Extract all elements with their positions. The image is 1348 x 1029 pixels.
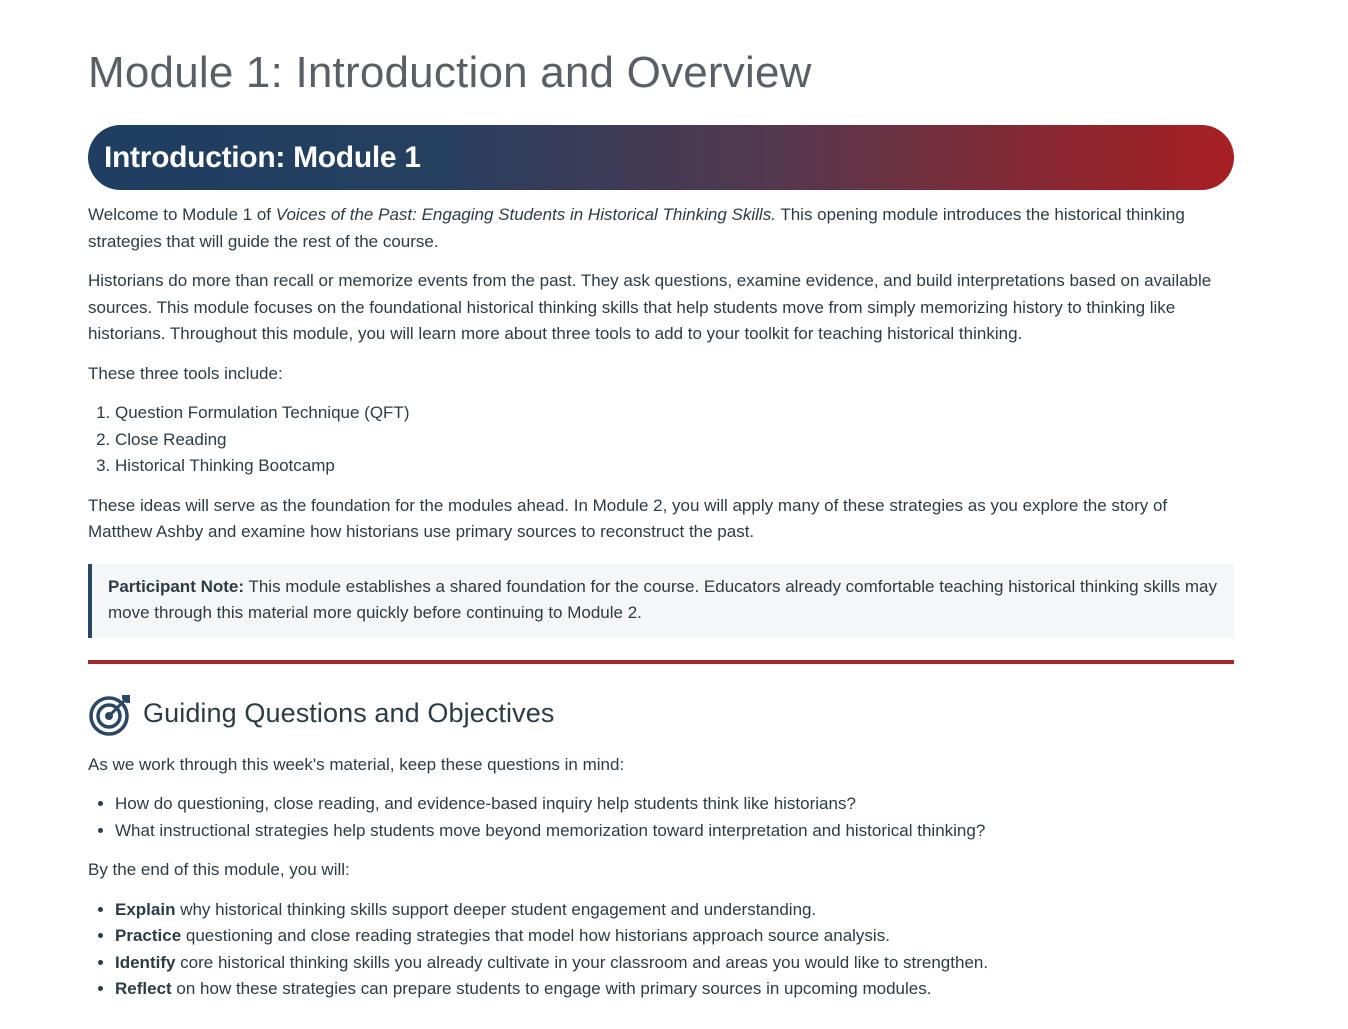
list-item: 1. Question Formulation Technique (QFT) xyxy=(115,400,1234,427)
course-title: Voices of the Past: Engaging Students in Historical Thinking Skills. xyxy=(275,205,776,224)
list-item xyxy=(115,923,1234,950)
objectives-list xyxy=(88,897,1234,1003)
guiding-questions-list xyxy=(88,791,1234,844)
participant-note xyxy=(88,564,1234,638)
objective-verb: Explain xyxy=(115,899,176,919)
list-item: 3. Historical Thinking Bootcamp xyxy=(115,453,1234,480)
objective-text: core historical thinking skills you already cultivate in your classroom and areas you would like to strengthen. xyxy=(175,952,989,972)
objective-verb: Practice xyxy=(115,926,182,945)
objective-verb: Reflect xyxy=(115,979,172,998)
list-item: • How do questioning, close reading, and evidence-based inquiry help students think like historians? xyxy=(115,791,1234,818)
intro-paragraph-2: Historians do more than recall or memorize events from the past. They ask questions, examine evidence, and build interpretations based on available sources. This module focuses on the foundational historical thinking skills that help students move from simply memorizing history to thinking like historians. Throughout this module, you will learn more about three tools to add to your toolkit for teaching historical thinking. xyxy=(88,271,1212,343)
intro-paragraph-3: These ideas will serve as the foundation for the modules ahead. In Module 2, you will apply many of these strategies as you explore the story of Matthew Ashby and examine how historians use primary sources to reconstruct the past. xyxy=(88,495,1168,541)
objective-text: questioning and close reading strategies that model how historians approach source analysis. xyxy=(181,926,890,945)
tools-list xyxy=(88,400,1234,480)
intro-banner xyxy=(88,125,1234,190)
guiding-lead: As we work through this week's material, keep these questions in mind: xyxy=(88,754,625,774)
objectives-lead: By the end of this module, you will: xyxy=(88,860,350,879)
list-item xyxy=(115,950,1234,977)
guiding-section-header xyxy=(88,690,1234,738)
list-item xyxy=(115,897,1234,924)
list-item: 2. Close Reading xyxy=(115,427,1234,454)
tools-lead: These three tools include: xyxy=(88,363,283,383)
intro-p1-prefix: Welcome to Module 1 of xyxy=(88,205,276,224)
objective-text: why historical thinking skills support deeper student engagement and understanding. xyxy=(175,899,817,919)
note-text: This module establishes a shared foundation for the course. Educators already comfortable teaching historical thinking skills may move through this material more quickly before continuing to Module 2. xyxy=(108,576,1218,622)
guiding-heading: Guiding Questions and Objectives xyxy=(143,698,555,728)
intro-p1-suffix: This opening module introduces the historical thinking strategies that will guide the rest of the course. xyxy=(88,205,1185,251)
objective-verb: Identify xyxy=(115,952,176,972)
banner-heading: Introduction: Module 1 xyxy=(104,140,421,174)
target-icon xyxy=(88,691,134,737)
page-title: Module 1: Introduction and Overview xyxy=(88,48,812,97)
list-item: • What instructional strategies help students move beyond memorization toward interpretation and historical thinking? xyxy=(115,818,1234,845)
note-label: Participant Note: xyxy=(108,576,245,596)
list-item xyxy=(115,976,1234,1003)
module-page xyxy=(88,0,1234,1016)
objective-text: on how these strategies can prepare students to engage with primary sources in upcoming modules. xyxy=(171,979,932,998)
intro-paragraph-1 xyxy=(88,202,1234,255)
section-divider xyxy=(88,660,1234,664)
